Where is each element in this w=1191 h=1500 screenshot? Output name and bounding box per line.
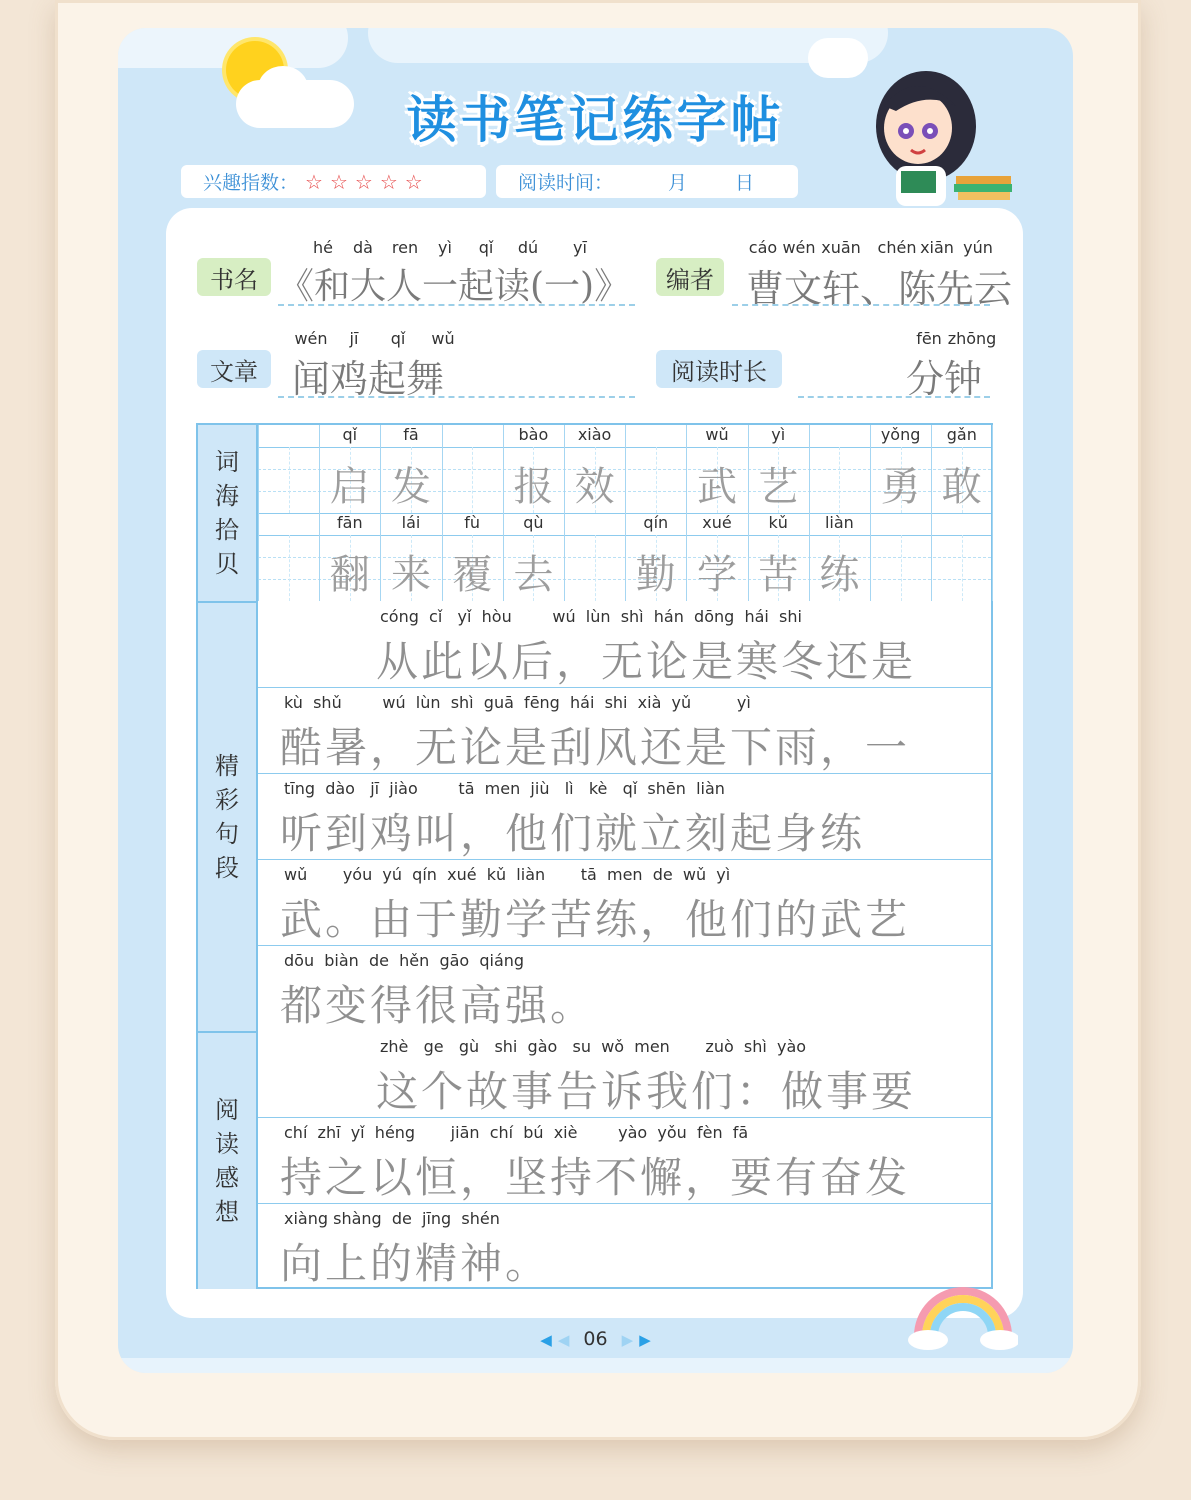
star-icon[interactable]: ☆ [404,169,423,194]
vocab-character[interactable]: 学 [697,552,737,598]
vocab-character[interactable]: 来 [391,552,431,598]
sentence-pinyin: chí zhī yǐ héng jiān chí bú xiè yào yǒu fèn fā [284,1123,749,1142]
vocab-character[interactable]: 苦 [758,552,799,598]
grid-column-line [809,425,810,601]
star-icon[interactable]: ☆ [329,169,348,194]
article-underline [278,396,635,398]
vocab-character[interactable]: 艺 [758,464,799,510]
vocab-pinyin: yì [771,425,786,444]
star-icon[interactable]: ☆ [379,169,398,194]
vocab-character[interactable]: 报 [513,464,554,510]
pinyin-syllable: fēn [916,329,942,348]
grid-column-line [564,425,565,601]
sentence-text[interactable]: 都变得很高强。 [280,981,596,1030]
sentence-text[interactable]: 听到鸡叫，他们就立刻起身练 [280,809,866,858]
vocab-pinyin: fān [337,513,363,532]
page-number: 06 [583,1328,608,1350]
vocab-character[interactable]: 去 [513,552,554,598]
sentence-text[interactable]: 这个故事告诉我们：做事要 [376,1067,917,1116]
vocab-character[interactable]: 勇 [880,464,921,510]
vocab-character[interactable]: 效 [574,464,615,510]
sentence-pinyin: cóng cǐ yǐ hòu wú lùn shì hán dōng hái shi [380,607,802,626]
reading-time-label: 阅读时间： [518,172,614,194]
article-value[interactable]: 闻鸡起舞 [292,357,445,401]
pinyin-syllable: yī [573,238,587,257]
pinyin-syllable: hé [313,238,333,257]
sentence-pinyin: dōu biàn de hěn gāo qiáng [284,951,525,970]
vocab-character[interactable]: 武 [697,464,737,510]
vocab-character[interactable]: 翻 [329,552,370,598]
vocab-pinyin: qín [643,513,669,532]
duration-underline [798,396,990,398]
grid-guide-line [472,447,473,513]
grid-column-line [748,425,749,601]
section-label-char: 感 [215,1164,239,1192]
pinyin-syllable: qǐ [390,329,406,348]
vocab-character[interactable]: 勤 [635,552,676,598]
grid-guide-line [289,447,290,513]
pinyin-syllable: ren [391,238,419,257]
vocab-pinyin: xiào [577,425,612,444]
vocab-pinyin: kǔ [768,513,788,532]
section-label-char: 读 [215,1130,239,1158]
sentence-pinyin: zhè ge gù shi gào su wǒ men zuò shì yào [380,1037,807,1056]
pinyin-syllable: dà [353,238,373,257]
book-name-underline [278,304,635,306]
excerpt-section-label [198,601,258,1031]
author-value[interactable]: 曹文轩、陈先云 [746,267,1013,311]
pinyin-syllable: qǐ [478,238,494,257]
next-page-icon[interactable]: ▶ [621,1331,634,1349]
grid-guide-line [595,535,596,601]
author-label: 编者 [656,258,724,296]
grid-column-line [503,425,504,601]
grid-column-line [380,425,381,601]
sentence-pinyin: tīng dào jī jiào tā men jiù lì kè qǐ shēn liàn [284,779,725,798]
section-label-char: 精 [215,752,239,780]
vocab-pinyin: xué [702,513,732,532]
pinyin-syllable: dú [517,238,539,257]
thoughts-section-label [198,1031,258,1289]
section-label-char: 词 [215,448,239,476]
vocab-character[interactable]: 启 [329,464,370,510]
sentence-pinyin: kù shǔ wú lùn shì guā fēng hái shi xià yǔ yì [284,693,751,712]
grid-guide-line [656,447,657,513]
vocab-pinyin: wǔ [705,425,729,444]
vocab-pinyin: yǒng [880,425,921,444]
interest-label: 兴趣指数： [203,172,299,194]
reading-duration-value[interactable]: 分钟 [906,357,983,401]
grid-column-line [992,425,993,601]
writing-grid [196,423,993,1289]
interest-rating [181,165,486,198]
vocab-character[interactable]: 敢 [941,464,982,510]
article-label: 文章 [197,350,271,388]
sentence-text[interactable]: 武。由于勤学苦练，他们的武艺 [280,895,911,944]
sentence-text[interactable]: 持之以恒，坚持不懈，要有奋发 [280,1153,911,1202]
pinyin-syllable: wǔ [431,329,455,348]
sentence-pinyin: wǔ yóu yú qín xué kǔ liàn tā men de wǔ yì [284,865,731,884]
section-label-char: 阅 [215,1096,239,1124]
grid-column-line [625,425,626,601]
pinyin-syllable: jī [349,329,359,348]
pager [118,1328,1073,1350]
vocab-pinyin: fù [464,513,481,532]
section-label-char: 句 [215,820,239,848]
grid-guide-line [289,535,290,601]
book-name-value[interactable]: 《和大人一起读(一)》 [278,266,631,307]
sentence-pinyin: xiàng shàng de jīng shén [284,1209,500,1228]
sentence-text[interactable]: 向上的精神。 [280,1239,551,1288]
vocab-pinyin: gǎn [946,425,977,444]
day-label[interactable]: 日 [735,172,755,194]
pinyin-syllable: zhōng [947,329,997,348]
vocab-pinyin: qù [523,513,544,532]
pinyin-syllable: yì [438,238,452,257]
page-title: 读书笔记练字帖 [406,91,785,149]
grid-column-line [686,425,687,601]
book-name-label: 书名 [197,258,271,296]
grid-guide-line [839,447,840,513]
section-label-char: 拾 [215,516,239,544]
section-label-char: 想 [215,1198,239,1226]
pinyin-syllable: cáo [748,238,778,257]
next-page-icon[interactable]: ▶ [639,1331,651,1349]
prev-page-icon[interactable]: ◀ [557,1331,570,1349]
author-underline [732,304,990,306]
pinyin-syllable: wén [782,238,816,257]
grid-guide-line [901,535,902,601]
reading-duration-label: 阅读时长 [656,350,782,388]
pinyin-syllable: xiān [920,238,954,257]
pinyin-syllable: wén [294,329,328,348]
sentence-text[interactable]: 酷暑，无论是刮风还是下雨，一 [280,723,911,772]
grid-column-line [442,425,443,601]
vocab-character[interactable]: 练 [819,552,860,598]
pinyin-syllable: yún [963,238,993,257]
section-label-char: 段 [215,854,239,882]
vocab-character[interactable]: 覆 [452,552,493,598]
grid-column-line [931,425,932,601]
pinyin-syllable: xuān [821,238,861,257]
vocab-section-label [198,425,258,601]
vocab-character[interactable]: 发 [391,464,431,510]
vocab-pinyin: fā [403,425,419,444]
star-icon[interactable]: ☆ [305,169,323,194]
grid-column-line [258,425,259,601]
grid-column-line [319,425,320,601]
worksheet-page [118,28,1073,1373]
prev-page-icon[interactable]: ◀ [540,1331,552,1349]
vocab-pinyin: qǐ [342,425,358,444]
vocab-pinyin: liàn [824,513,854,532]
grid-guide-line [962,535,963,601]
month-label[interactable]: 月 [668,172,688,194]
sentence-text[interactable]: 从此以后，无论是寒冬还是 [376,637,917,686]
section-label-char: 海 [215,482,239,510]
vocab-pinyin: bào [518,425,549,444]
vocab-pinyin: lái [401,513,421,532]
section-label-char: 贝 [215,550,239,578]
section-label-char: 彩 [215,786,239,814]
star-icon[interactable]: ☆ [354,169,373,194]
reading-time [496,165,798,198]
cloud-decoration [118,1358,1073,1373]
grid-column-line [870,425,871,601]
pinyin-syllable: chén [877,238,917,257]
